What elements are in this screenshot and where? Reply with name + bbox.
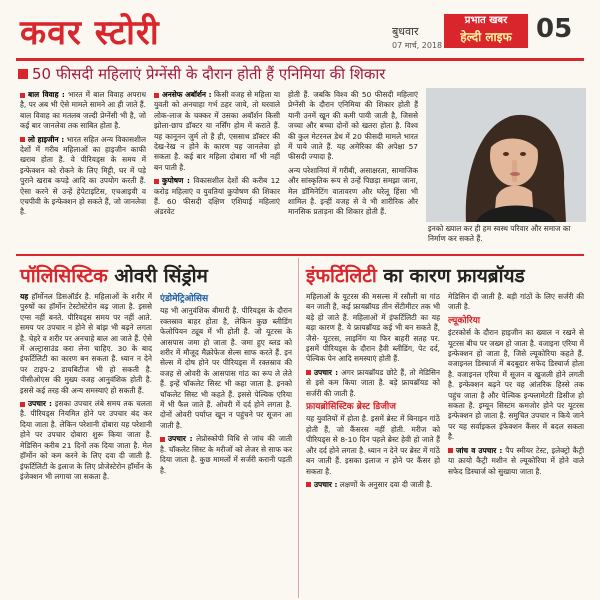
photo-caption: इनको ख्याल कर ही हम स्वस्थ परिवार और समाज का निर्माण कर सकते हैं. [428, 224, 571, 244]
header-divider [16, 58, 584, 61]
paragraph-text: हॉर्मोनल डिसऑर्डर है. महिलाओं के शरीर में पुरुषों का हॉर्मोन टेस्टोस्टेरोन बढ़ जाता है. इससे एग्स नहीं बनते. पीरियड्स समय पर नहीं आते. समय पर उपचार न होने से बांझ भी बढ़ने लगता है. चेहरे व शरीर पर अनचाहे बाल आ जाते हैं. ऐसे में अल्ट्रासाउंड करा लेना चाहिए. 30 के बाद इंफर्टिलिटी का कारण बन सकता है. ध्यान न देने पर टाइप-2 डायबिटीज भी हो सकती है. पीसीओएस की मुख्य वजह आनुवंशिक होती है. इससे कई तरह की अन्य समस्याएं हो सकती हैं. [20, 292, 152, 395]
paragraph-label: जांच व उपचार : [456, 445, 503, 455]
paragraph-text: यह युवतियों में होता है. इसमें ब्रेस्ट में बिनाइन गांठें होती हैं, जो कैंसरस नहीं होती. मरीज को पीरियड्स से 8-10 दिन पहले ब्रेस्ट हेवी हो जाते हैं और दर्द होने लगता है. ध्यान न देने पर ब्रेस्ट में गांठें बन जाती हैं. इसका इलाज न होने पर कैंसर हो सकता है. [306, 414, 440, 476]
section-title: कवर स्टोरी [20, 13, 160, 53]
left-section-title [20, 262, 208, 288]
headline-text: 50 फीसदी महिलाएं प्रेग्नेंसी के दौरान होती हैं एनिमिया की शिकार [32, 65, 386, 83]
bullet-icon [306, 370, 311, 375]
bullet-icon [448, 448, 453, 453]
page-number: 05 [536, 14, 573, 44]
paragraph-text: मेडिसिन दी जाती है. बड़ी गांठों के लिए सर्जरी की जाती है. [448, 292, 584, 312]
right-title-black: का कारण फ्रायब्रॉयड [383, 265, 525, 287]
paragraph-text: अगर फ्रायब्रॉयड छोटे हैं, तो मेडिसिन से इसे कम किया जाता है. बड़े फ्रायब्रॉयड को सर्जरी की जाती है. [306, 367, 440, 398]
brand-top-label: प्रभात खबर [464, 15, 508, 26]
subheading: एंडोमेट्रिओसिस [160, 294, 209, 304]
bullet-icon [306, 482, 311, 487]
subheading: फ्रायब्रोसिस्टिक ब्रेस्ट डिजीज [306, 402, 396, 413]
main-headline [18, 64, 578, 88]
right-title-red: इंफर्टिलिटी [306, 265, 377, 287]
paragraph-label: बाल विवाह : [28, 90, 65, 99]
issue-day: बुधवार [392, 25, 419, 38]
paragraph-text: विकासशील देशों की करीब 12 करोड़ महिलाएं व युवतियां कुपोषण की शिकार हैं. 60 फीसदी दक्षिण एशियाई महिलाएं अंडरवेट [154, 176, 280, 217]
paragraph-text: पैप स्मीयर टेस्ट, इलेक्ट्रो कैट्री या क्रायो कैट्री मशीन से ल्यूकोरिया में होने वाले सफेद डिस्चार्ज को सुखाया जाता है. [448, 445, 584, 476]
woman-silhouette-icon [426, 88, 586, 222]
bullet-icon [20, 137, 25, 142]
bullet-icon [154, 93, 159, 98]
paragraph-text: अन्य परेशानियां में गरीबी, असाक्षरता, सामाजिक और सांस्कृतिक रूप से उन्हें पिछड़ा समझा जाना, मेल डॉमिनेटिंग वातावरण और घरेलू हिंसा भी शामिल है. इन्हीं वजह से वे भी शारीरिक और मानसिक प्रताड़ना की शिकार होती हैं. [288, 165, 418, 217]
right-section-title [306, 262, 525, 288]
left-column-1 [20, 292, 152, 596]
left-column-2 [160, 292, 292, 596]
left-title-red: पॉलिसिस्टिक [20, 265, 108, 287]
paragraph-text: इंटरकोर्स के दौरान हाइजीन का ख्याल न रखने से यूटरस बीच पर जख्म हो जाता है. वजाइना एरिया में इन्फेक्शन हो जाता है, जिसे ल्यूकोरिया कहते हैं. वजाइनल डिस्चार्ज में बदबूदार सफेद डिस्चार्ज होता है. वजाइनल एरिया में सूजन व खुजली होने लगती है. इन्फेक्शन बढ़ने पर यह आंतरिक हिस्से तक पहुंच जाता है और पेल्विक इन्फ्लामेटरी डिसीज हो सकता है. इम्यून सिस्टम कमजोर होने पर यूटरस इन्फेक्शन हो जाता है. समुचित उपचार न किये जाने पर यह सर्वाइकल इंफेक्शन कैंसर में बदल सकता है. [448, 328, 584, 442]
paragraph-text: महिलाओं के यूटरस की मसल्स में रसौली या गांठ बन जाती है, कई फ्रायब्रॉयड तीन सेंटीमीटर तक भी बड़े हो जाते हैं. महिलाओं में इंफर्टिलिटी का यह बड़ा कारण है. ये फ्रायब्रॉयड कई भी बन सकते हैं, जैसे- यूटरस, लाइनिंग या फिर बाहरी सतह पर. इसमें पीरियड्स के दौरान हैवी ब्लीडिंग, पेट दर्द, पेल्विक पेन आदि समस्याएं होती हैं. [306, 292, 440, 364]
paragraph-label: कुपोषण : [162, 176, 190, 186]
section-divider [16, 254, 584, 256]
brand-bottom-label: हेल्दी लाइफ [460, 30, 512, 44]
right-column-1 [306, 292, 440, 596]
paragraph-text: यह भी आनुवंशिक बीमारी है. पीरियड्स के दौरान रक्तस्राव बाहर होता है, लेकिन कुछ ब्लीडिंग फेलोपियन ट्यूब में भी होती है. जो यूटरस के आसपास जमा हो जाता है. जमा हुए ब्लड को शरीर में मौजूद मैक्रोफेज सेल्स साफ करते हैं. इन सेल्स में दोष होने पर पीरियड्स में रक्तस्राव की वजह से ओवरी के आसपास गांठ का रूप ले लेते हैं. इन्हें चॉकलेट सिस्ट भी कहा जाता है. इनको चॉकलेट सिस्ट भी कहते हैं. इससे पेल्विक एरिया में भी फैल जाते हैं. ओवरी में दर्द होने लगता है. दोनों ओवरी पर्याप्त खून न पहुंचने पर सूजन आ जाती है. [160, 306, 292, 430]
paragraph-text: भारत में बाल विवाह अपराध है, पर अब भी ऐसे मामले सामने आ ही जाते हैं. बाल विवाह का मतलब जल्दी प्रेग्नेंसी भी है, जो कई बार जानलेवा तक साबित होता है. [20, 90, 146, 131]
bullet-icon [20, 402, 25, 407]
left-title-black: ओवरी सिंड्रोम [114, 265, 208, 287]
paragraph-label: उपचार : [168, 434, 193, 444]
paragraph-label: अनसेफ अबॉर्शन : [162, 90, 212, 99]
paragraph-text: होती हैं. जबकि विश्व की 50 फीसदी महिलाएं प्रेग्नेंसी के दौरान एनिमिया की शिकार होती हैं यानी उनमें खून की कमी पायी जाती है, जिससे जच्चा और बच्चा दोनों को खतरा होता है. विश्व की कुल मेटरनल डेथ में 20 फीसदी मामले भारत में पाये जाते हैं. यह अमेरिका की अपेक्षा 57 फीसदी ज्यादा है. [288, 90, 418, 162]
woman-photo [426, 88, 586, 222]
bullet-icon [160, 437, 165, 442]
paragraph-text: लेप्रोस्कोपी विधि से जांच की जाती है. चॉकलेट सिस्ट के मरीजों को लेजर से साफ कर दिया जाता है. कुछ मामलों में सर्जरी करानी पड़ती है. [160, 434, 292, 475]
issue-date: 07 मार्च, 2018 [392, 41, 443, 50]
bullet-icon [154, 179, 159, 184]
paragraph-label: उपचार : [314, 479, 338, 489]
subheading: ल्यूकोरिया [448, 315, 481, 326]
top-column-1 [20, 90, 146, 250]
paragraph-text: किसी वजह से महिला या युवती को अनचाहा गर्भ ठहर जाये, तो घरवाले लोक-लाज के चक्कर में उसका अबॉर्शन किसी झोला-छाप डॉक्टर या नर्सिंग होम में कराते हैं. यह कानूनन जुर्म तो है ही, एससाथ डॉक्टर की देख-रेख न होने के कारण यह जानलेवा हो सकता है. कई बार महिला दोबारा माँ भी नहीं बन पाती है. [154, 90, 280, 172]
top-column-2 [154, 90, 280, 250]
top-column-3 [288, 90, 418, 250]
paragraph-text: इसका उपचार लंबे समय तक चलता है. पीरियड्स नियमित होने पर उपचार बंद कर दिया जाता है. लेकिन परेशानी दोबारा यह परेशानी होने पर उपचार दोबारा शुरू किया जाता है. मेडिसिन करीब 21 दिनों तक दिया जाता है. मेल हॉर्मोन को कम करने के लिए दवा दी जाती है. इंफर्टिलिटी के इलाज के लिए प्रोजेस्टेरोन हॉर्मोन के इंजेक्शन भी लगाया जा सकता है. [20, 399, 152, 481]
paragraph-text: लक्षणों के अनुसार दवा दी जाती है. [339, 479, 433, 489]
paragraph-label: लो हाइजीन : [28, 134, 65, 144]
paragraph-label: उपचार : [28, 399, 52, 409]
paragraph-text: भारत सहित अन्य विकासशील देशों में गरीब महिलाओं का हाइजीन काफी खराब होता है. वे पीरियड्स के समय में इन्फेक्शन को रोकने के लिए मिट्टी, घर में पड़े पुराने खराब कपड़े आदि का उपयोग करती हैं. ऐसा करने से उन्हें हेपेटाइटिस, एचआइवी व एचपीवी के इन्फेक्शन हो सकते हैं, जो जानलेवा है. [20, 134, 146, 217]
bullet-icon [20, 93, 25, 98]
paragraph-label: उपचार : [314, 367, 339, 377]
right-column-2 [448, 292, 584, 596]
headline-bullet-icon [18, 69, 28, 79]
brand-logo [444, 14, 528, 48]
paragraph-label: यह [20, 292, 29, 301]
column-separator [298, 258, 299, 598]
